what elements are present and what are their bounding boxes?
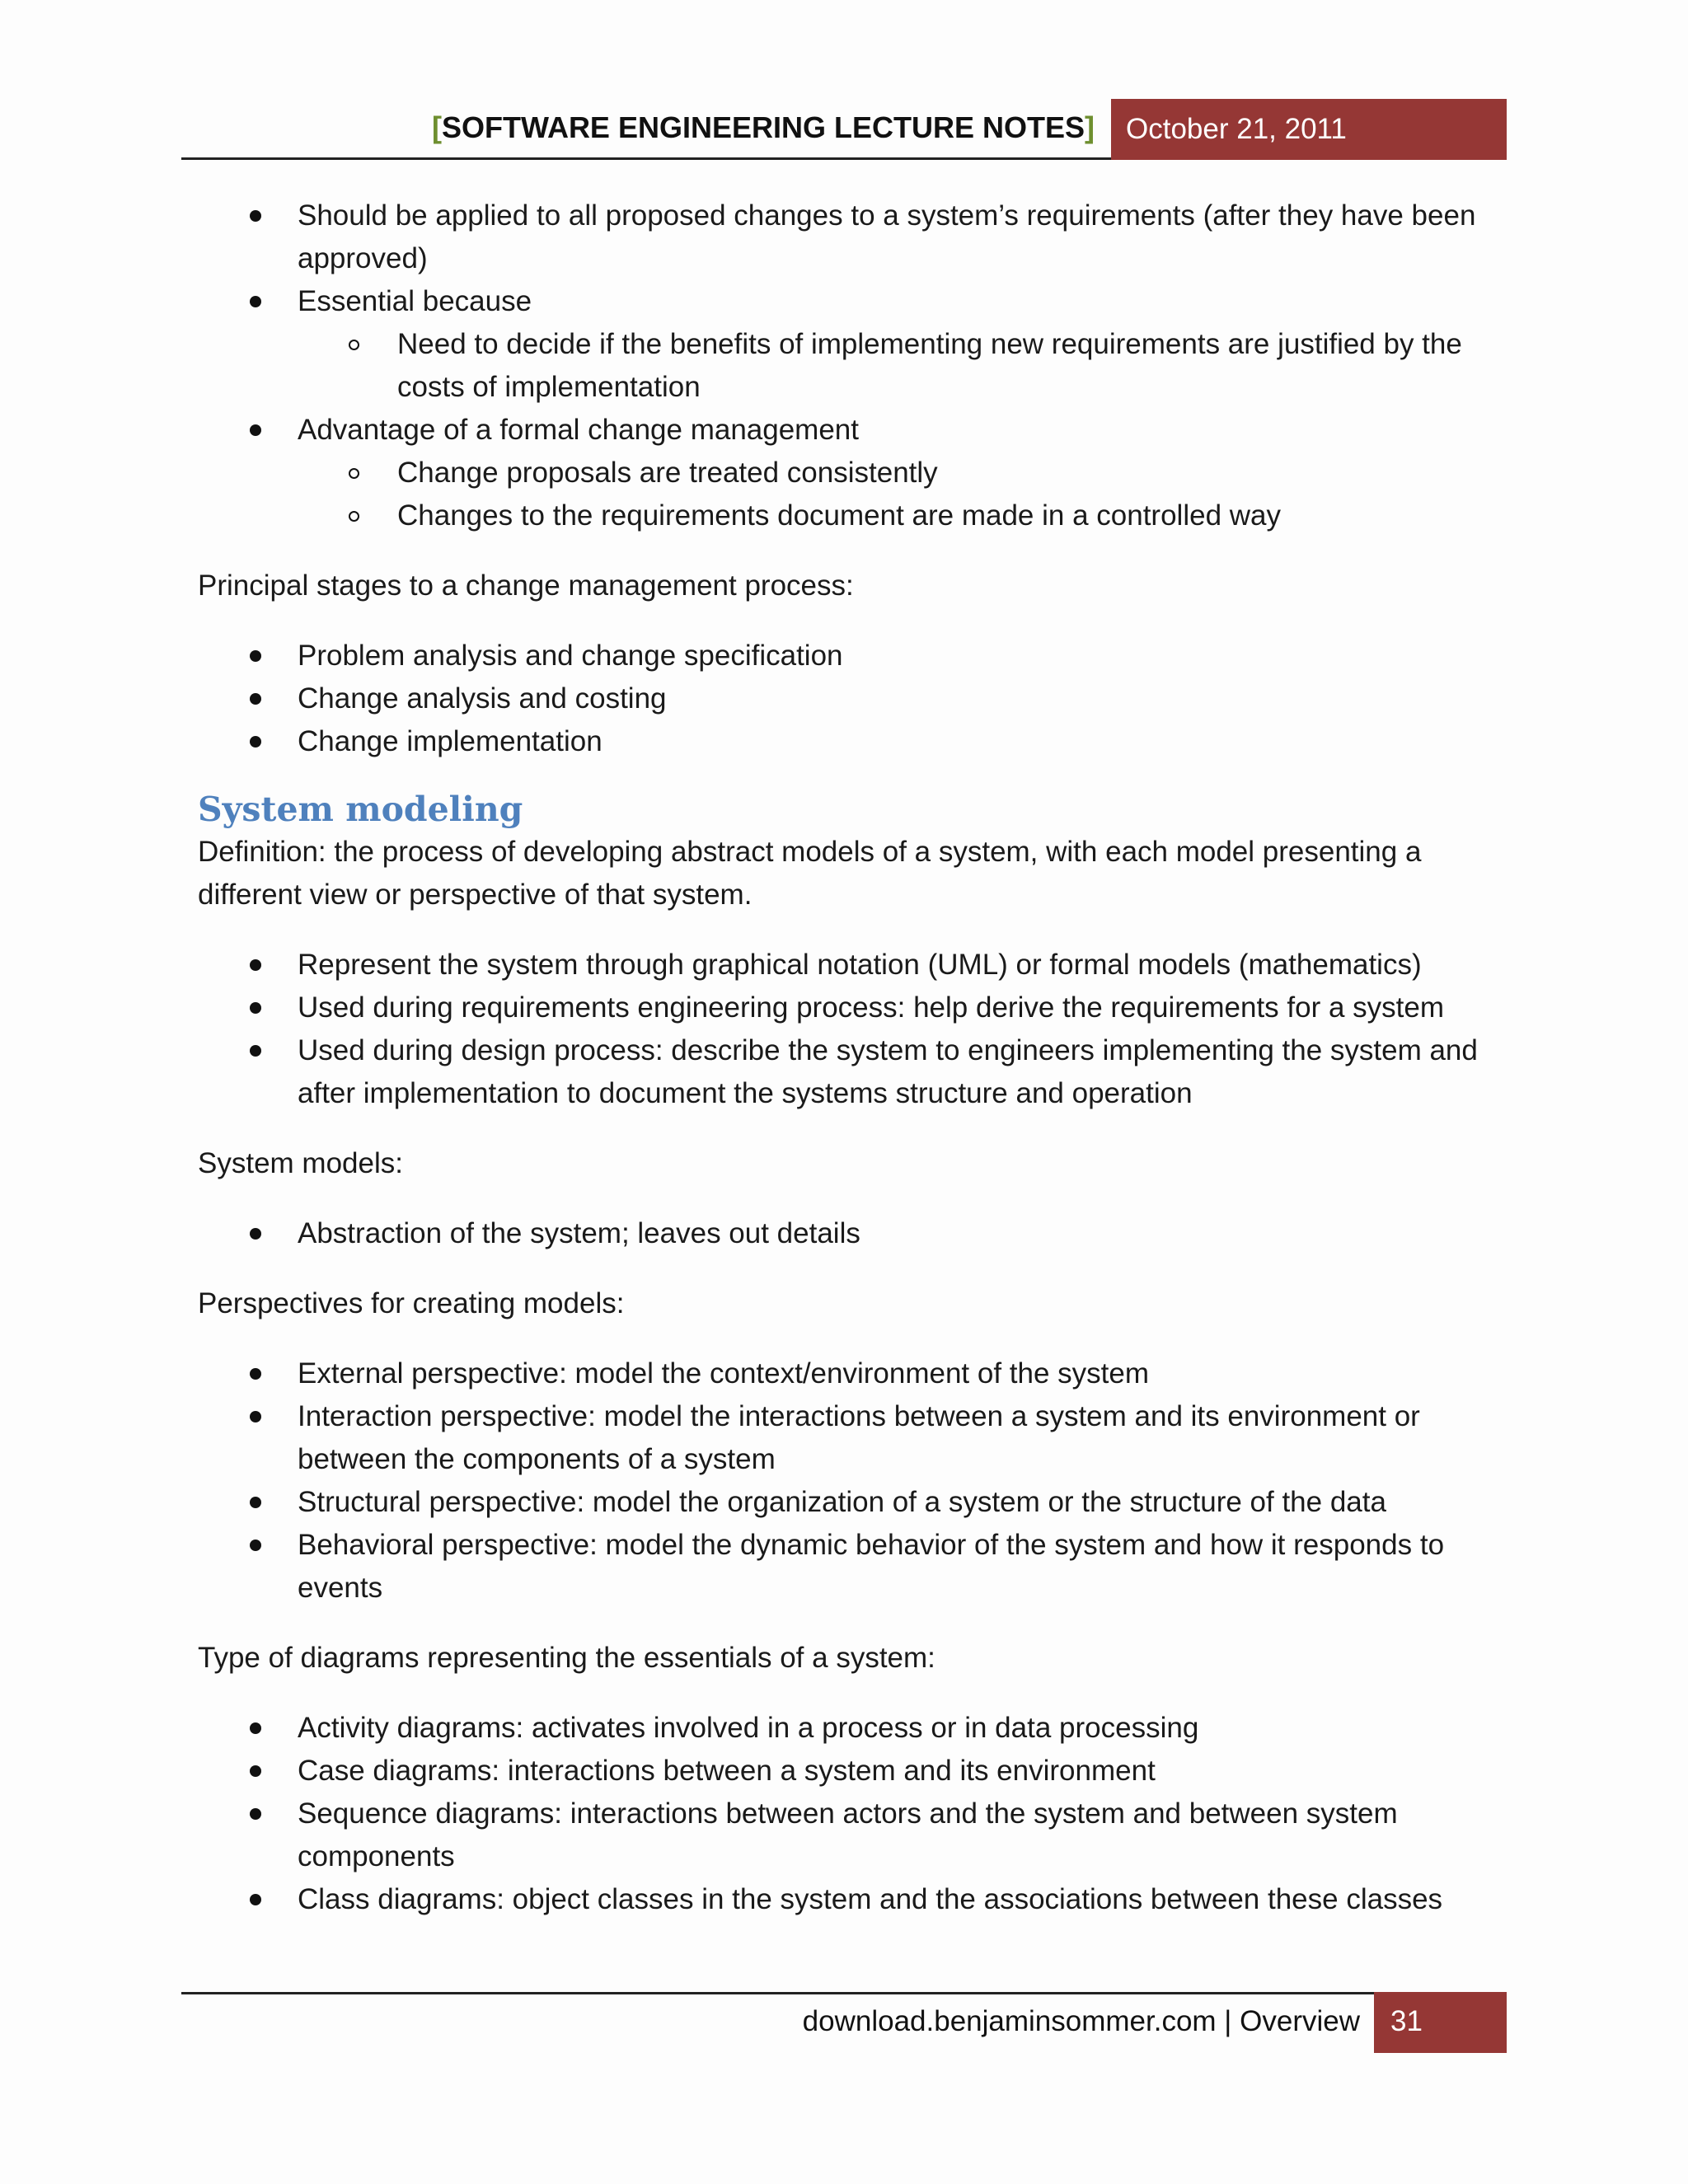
list-item-text: Represent the system through graphical notation (UML) or formal models (mathematics)	[298, 949, 1422, 981]
list-item	[198, 677, 1517, 720]
bullet-icon	[250, 1722, 261, 1734]
list-item-text: External perspective: model the context/environment of the system	[298, 1357, 1150, 1390]
circle-bullet-icon	[349, 340, 359, 350]
list-item-text: Class diagrams: object classes in the system and the associations between these classes	[298, 1883, 1443, 1915]
circle-bullet-icon	[349, 511, 359, 522]
sub-list-item-text: Change proposals are treated consistently	[397, 457, 938, 489]
footer-rule	[181, 1992, 1376, 1994]
list-item-text: Abstraction of the system; leaves out details	[298, 1217, 860, 1249]
bullet-icon	[250, 1228, 261, 1240]
list-item-text: Used during requirements engineering process: help derive the requirements for a system	[298, 991, 1444, 1024]
intro-list	[198, 194, 1517, 537]
bullet-icon	[250, 693, 261, 705]
list-item-text: Structural perspective: model the organization of a system or the structure of the data	[298, 1486, 1386, 1518]
perspectives-intro: Perspectives for creating models:	[198, 1287, 625, 1319]
bullet-icon	[250, 296, 261, 307]
bullet-icon	[250, 424, 261, 436]
page-number: 31	[1390, 2005, 1423, 2037]
list-item	[198, 280, 1517, 409]
perspectives-list	[198, 1352, 1517, 1610]
list-item	[198, 987, 1517, 1029]
diagrams-intro: Type of diagrams representing the essentials of a system:	[198, 1642, 935, 1674]
header-date: October 21, 2011	[1126, 113, 1347, 145]
bullet-icon	[250, 1765, 261, 1777]
diagrams-list	[198, 1707, 1517, 1921]
list-item	[198, 1481, 1517, 1524]
header-bracket-close: ]	[1085, 110, 1095, 144]
list-item	[198, 1524, 1517, 1610]
list-item	[198, 194, 1517, 280]
list-item-text: Interaction perspective: model the interactions between a system and its environment or between the components of a system	[298, 1400, 1420, 1475]
list-item	[198, 1750, 1517, 1793]
bullet-icon	[250, 1540, 261, 1551]
page-content	[198, 194, 1517, 1921]
footer-source: download.benjaminsommer.com | Overview	[802, 2005, 1360, 2037]
page-header	[181, 99, 1507, 160]
list-item	[198, 1352, 1517, 1395]
list-item-text: Used during design process: describe the system to engineers implementing the system and after implementation to document the systems structure and operation	[298, 1034, 1478, 1109]
bullet-icon	[250, 650, 261, 662]
header-title-text: SOFTWARE ENGINEERING LECTURE NOTES	[441, 110, 1085, 144]
list-item	[198, 1793, 1517, 1878]
circle-bullet-icon	[349, 468, 359, 479]
list-item-text: Problem analysis and change specification	[298, 640, 843, 672]
bullet-icon	[250, 1411, 261, 1422]
modeling-list	[198, 944, 1517, 1115]
list-item-text: Case diagrams: interactions between a system and its environment	[298, 1755, 1156, 1787]
stages-list	[198, 635, 1517, 763]
bullet-icon	[250, 1894, 261, 1905]
list-item	[198, 1878, 1517, 1921]
bullet-icon	[250, 1368, 261, 1380]
header-bracket-open: [	[431, 110, 442, 144]
list-item-text: Essential because	[298, 285, 532, 317]
bullet-icon	[250, 1045, 261, 1057]
list-item-text: Behavioral perspective: model the dynamic behavior of the system and how it responds to events	[298, 1529, 1445, 1604]
list-item-text: Should be applied to all proposed changes to a system’s requirements (after they have been approved)	[298, 199, 1476, 274]
definition-paragraph: Definition: the process of developing abstract models of a system, with each model presenting a different view or perspective of that system.	[198, 836, 1422, 911]
stages-intro: Principal stages to a change management process:	[198, 569, 854, 602]
system-models-list	[198, 1212, 1517, 1255]
list-item-text: Change analysis and costing	[298, 682, 667, 715]
header-rule	[181, 157, 1111, 160]
bullet-icon	[250, 1002, 261, 1014]
sub-list-item-text: Need to decide if the benefits of implementing new requirements are justified by the costs of implementation	[397, 328, 1462, 403]
bullet-icon	[250, 210, 261, 222]
section-heading: System modeling	[198, 790, 523, 829]
bullet-icon	[250, 1808, 261, 1820]
bullet-icon	[250, 736, 261, 748]
page-footer	[181, 1992, 1507, 2053]
list-item-text: Activity diagrams: activates involved in a process or in data processing	[298, 1712, 1199, 1744]
list-item	[198, 409, 1517, 537]
list-item	[198, 1707, 1517, 1750]
list-item	[198, 635, 1517, 677]
sub-list	[298, 452, 1517, 537]
bullet-icon	[250, 959, 261, 971]
sub-list-item-text: Changes to the requirements document are made in a controlled way	[397, 499, 1281, 532]
header-date-box	[1111, 99, 1507, 160]
list-item	[198, 1212, 1517, 1255]
list-item-text: Change implementation	[298, 725, 603, 757]
list-item	[198, 1029, 1517, 1115]
list-item	[198, 1395, 1517, 1481]
bullet-icon	[250, 1497, 261, 1508]
list-item-text: Advantage of a formal change management	[298, 414, 859, 446]
header-title	[432, 110, 1095, 145]
sub-list-item	[298, 494, 1517, 537]
sub-list-item	[298, 452, 1517, 494]
sub-list	[298, 323, 1517, 409]
system-models-intro: System models:	[198, 1147, 403, 1179]
page-number-box	[1374, 1992, 1507, 2053]
list-item	[198, 720, 1517, 763]
list-item	[198, 944, 1517, 987]
list-item-text: Sequence diagrams: interactions between actors and the system and between system components	[298, 1797, 1398, 1872]
sub-list-item	[298, 323, 1517, 409]
